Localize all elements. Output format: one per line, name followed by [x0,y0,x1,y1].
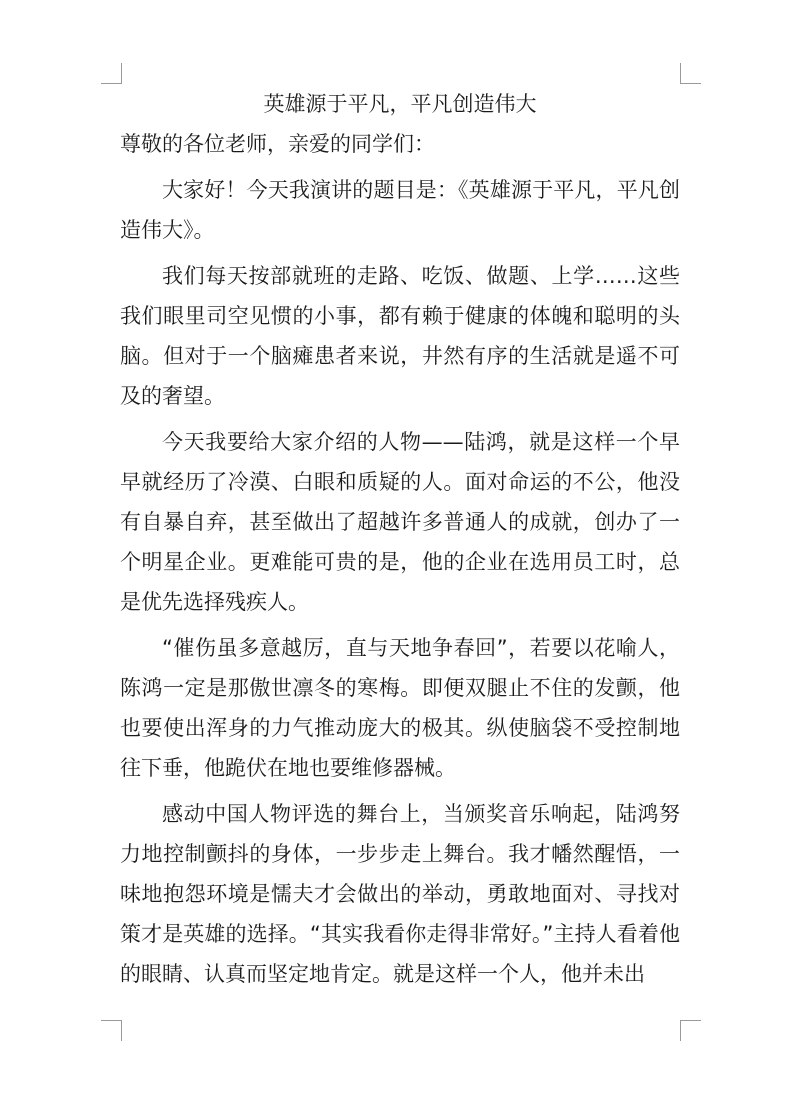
crop-mark-bottom-right [680,1020,701,1041]
crop-mark-top-left [101,63,122,84]
paragraph-5: 感动中国人物评选的舞台上，当颁奖音乐响起，陆鸿努力地控制颤抖的身体，一步步走上舞台。我才幡然醒悟，一味地抱怨环境是懦夫才会做出的举动，勇敢地面对、寻找对策才是英雄的选择。“其实我看你走得非常好。”主持人看着他的眼睛、认真而坚定地肯定。就是这样一个人，他并未出 [120,802,680,986]
crop-mark-bottom-left [101,1020,122,1041]
document-body [120,84,680,994]
crop-mark-top-right [680,63,701,84]
paragraph-4: “催伤虽多意越厉，直与天地争春回”，若要以花喻人，陈鸿一定是那傲世凛冬的寒梅。即便双腿止不住的发颤，他也要使出浑身的力气推动庞大的极其。纵使脑袋不受控制地往下垂，他跪伏在地也要维修器械。 [120,636,680,780]
paragraph-2: 我们每天按部就班的走路、吃饭、做题、上学……这些我们眼里司空见惯的小事，都有赖于健康的体魄和聪明的头脑。但对于一个脑瘫患者来说，井然有序的生活就是遥不可及的奢望。 [120,264,680,408]
paragraph-3: 今天我要给大家介绍的人物——陆鸿，就是这样一个早早就经历了冷漠、白眼和质疑的人。面对命运的不公，他没有自暴自弃，甚至做出了超越许多普通人的成就，创办了一个明星企业。更难能可贵的是，他的企业在选用员工时，总是优先选择残疾人。 [120,430,680,614]
document-title: 英雄源于平凡，平凡创造伟大 [263,92,537,116]
greeting-line: 尊敬的各位老师，亲爱的同学们： [120,132,435,156]
paragraph-1: 大家好！今天我演讲的题目是：《英雄源于平凡，平凡创造伟大》。 [120,178,680,242]
